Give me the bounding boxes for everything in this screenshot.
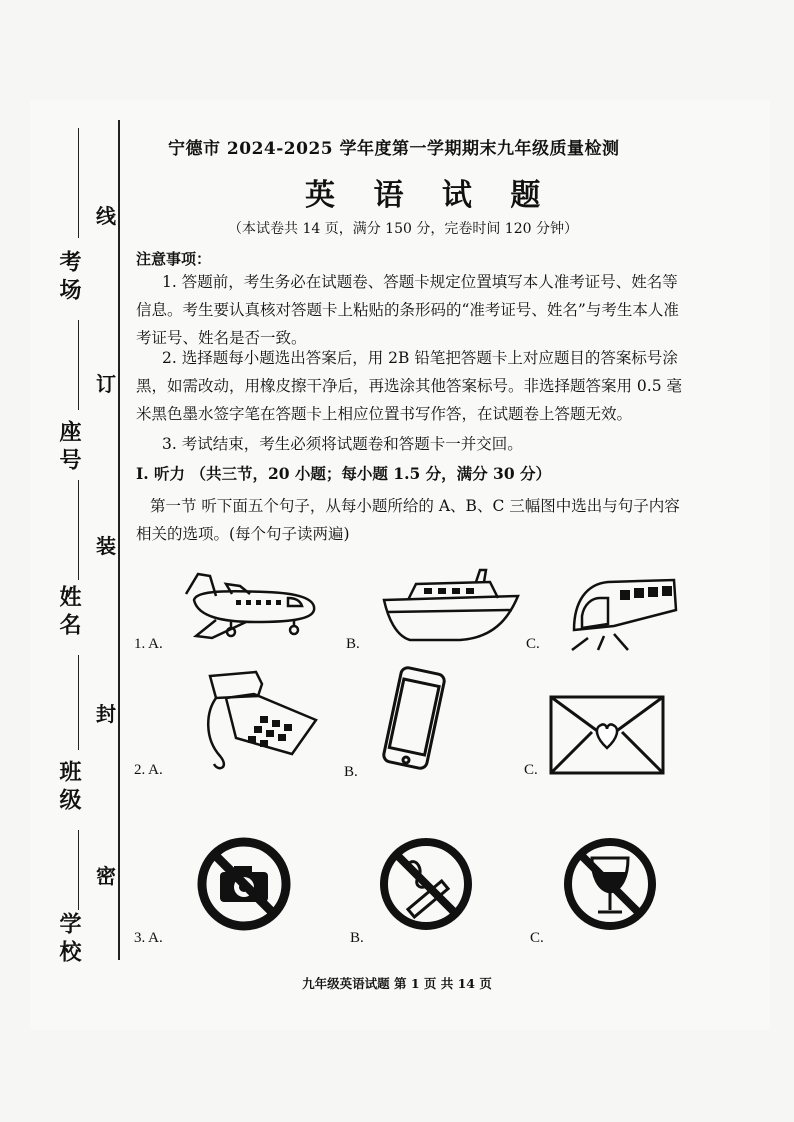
q2-option-c-label: C. [524, 762, 538, 778]
seal-word-xian: 线 [96, 204, 116, 228]
notice-item-1 [136, 268, 688, 352]
exam-title: 宁德市 2024-2025 学年度第一学期期末九年级质量检测 [168, 139, 620, 159]
page-footer: 九年级英语试题 第 1 页 共 14 页 [302, 976, 492, 991]
notice-item-3 [136, 430, 688, 458]
notice-heading: 注意事项： [136, 250, 212, 268]
ship-icon [380, 566, 522, 644]
binding-line [118, 120, 120, 960]
label-name: 姓名 [56, 585, 82, 641]
notice-item-2-text: 2. 选择题每小题选出答案后，用 2B 铅笔把答题卡上对应题目的答案标号涂黑，如需改动，用橡皮擦干净后，再选涂其他答案标号。非选择题答案用 0.5 毫米黑色墨水签字笔在答题卡上相应位置书写作答，在试题卷上答题无效。 [136, 349, 683, 423]
label-seat-number: 座号 [56, 420, 82, 476]
subject-title: 英 语 试 题 [305, 178, 555, 213]
q3-option-c-label: C. [530, 930, 544, 946]
label-class: 班级 [56, 760, 82, 816]
no-smoking-icon [378, 836, 474, 932]
q3-option-b-label: B. [350, 930, 364, 946]
no-drinking-icon [562, 836, 658, 932]
blank-line-school [78, 830, 79, 910]
heart-envelope-icon [548, 694, 666, 776]
train-icon [568, 576, 680, 652]
listening-instruction-text: 第一节 听下面五个句子，从每小题所给的 A、B、C 三幅图中选出与句子内容相关的选项。(每个句子读两遍) [136, 497, 680, 543]
blank-line-seat [78, 320, 79, 410]
label-school: 学校 [56, 912, 82, 968]
q1-option-a-label: 1. A. [134, 636, 163, 652]
seal-word-mi: 密 [96, 864, 116, 888]
airplane-icon [176, 564, 321, 646]
exam-info: （本试卷共 14 页，满分 150 分，完卷时间 120 分钟） [228, 221, 578, 237]
smartphone-icon [372, 664, 454, 772]
notice-item-2 [136, 344, 688, 428]
q2-option-a-label: 2. A. [134, 762, 163, 778]
notice-item-1-text: 1. 答题前，考生务必在试题卷、答题卡规定位置填写本人准考证号、姓名等信息。考生要认真核对答题卡上粘贴的条形码的“准考证号、姓名”与考生本人准考证号、姓名是否一致。 [136, 273, 679, 347]
no-camera-icon [196, 836, 292, 932]
label-exam-room: 考场 [56, 250, 82, 306]
desk-phone-icon [196, 668, 322, 776]
blank-line-name [78, 480, 79, 580]
notice-item-3-text: 3. 考试结束，考生必须将试题卷和答题卡一并交回。 [162, 435, 523, 453]
listening-section-heading: Ⅰ. 听力 （共三节，20 小题；每小题 1.5 分，满分 30 分） [136, 464, 552, 483]
listening-instruction [136, 492, 688, 548]
q1-option-c-label: C. [526, 636, 540, 652]
q2-option-b-label: B. [344, 764, 358, 780]
q1-option-b-label: B. [346, 636, 360, 652]
q3-option-a-label: 3. A. [134, 930, 163, 946]
seal-word-feng: 封 [96, 702, 116, 726]
seal-word-zhuang: 装 [96, 534, 116, 558]
blank-line-exam-room [78, 128, 79, 238]
seal-word-ding: 订 [96, 372, 116, 396]
blank-line-class [78, 655, 79, 750]
